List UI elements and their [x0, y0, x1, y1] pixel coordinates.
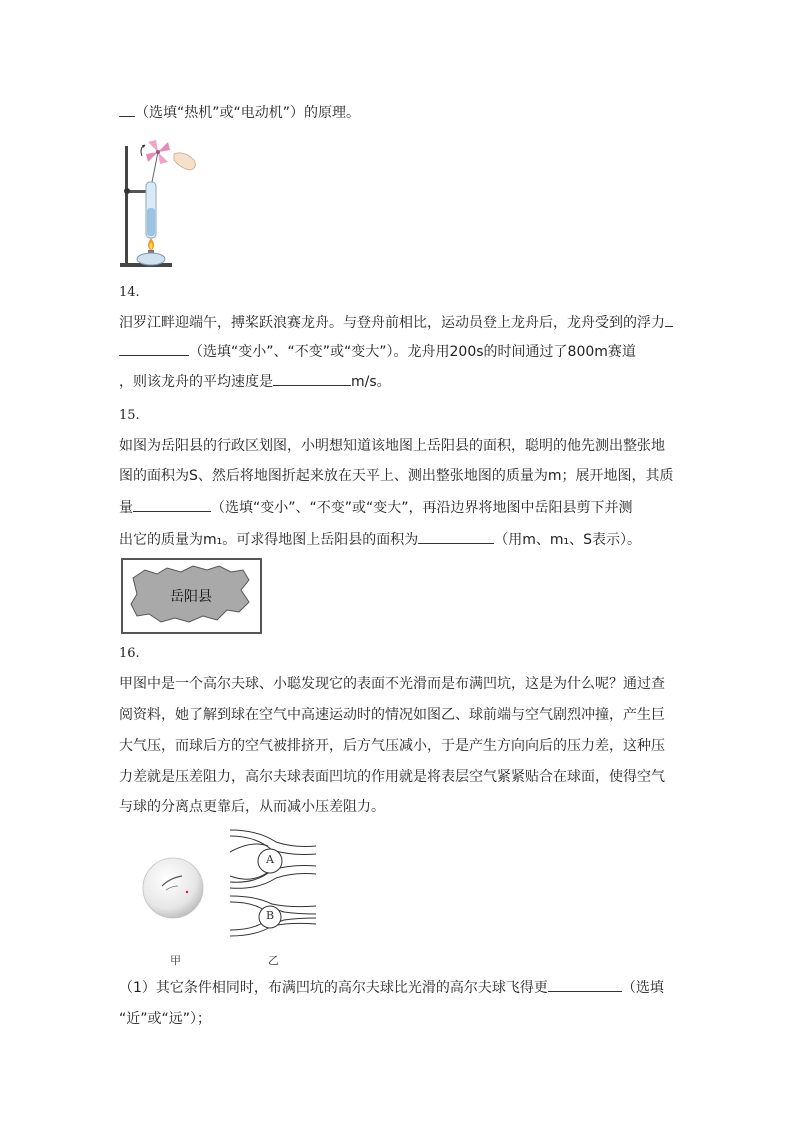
q13-tail-line	[119, 102, 360, 123]
q15-text-4a: 出它的质量为m₁。可求得地图上岳阳县的面积为	[119, 532, 419, 548]
pinwheel-experiment-figure	[112, 138, 212, 272]
q16-line-1: 甲图中是一个高尔夫球、小聪发现它的表面不光滑而是布满凹坑，这是为什么呢？通过查	[119, 676, 665, 692]
q16-sub1-line-1	[119, 977, 664, 998]
q16-sub1-text-b: （选填	[621, 980, 664, 996]
q16-line-4: 力差就是压差阻力，高尔夫球表面凹坑的作用就是将表层空气紧紧贴合在球面，使得空气	[119, 769, 665, 785]
ball-label-a: A	[266, 853, 274, 866]
q14-line-1	[119, 312, 673, 333]
q16-line-3: 大气压，而球后方的空气被排挤开，后方气压减小，于是产生方向向后的压力差，这种压	[119, 738, 665, 754]
q14-number: 14.	[119, 285, 140, 300]
answer-blank[interactable]	[418, 529, 494, 544]
q15-number: 15.	[119, 408, 140, 423]
county-map-figure	[121, 558, 262, 634]
q13-tail-text: （选填“热机”或“电动机”）的原理。	[135, 105, 361, 121]
answer-blank[interactable]	[133, 497, 211, 512]
q16-sub1-text-a: （1）其它条件相同时，布满凹坑的高尔夫球比光滑的高尔夫球飞得更	[119, 980, 548, 996]
q16-line-5: 与球的分离点更靠后，从而减小压差阻力。	[119, 799, 385, 815]
q14-text-3a: ，则该龙舟的平均速度是	[119, 374, 273, 390]
airflow-diagram-figure	[228, 826, 318, 940]
answer-blank[interactable]	[548, 977, 622, 992]
ball-label-b: B	[266, 909, 275, 922]
answer-blank[interactable]	[665, 312, 673, 327]
golf-ball-figure	[140, 852, 206, 922]
q16-line-2: 阅资料，她了解到球在空气中高速运动时的情况如图乙、球前端与空气剧烈冲撞，产生巨	[119, 707, 665, 723]
q14-text-2: （选填“变小”、“不变”或“变大”）。龙舟用200s的时间通过了800m赛道	[189, 344, 636, 360]
q15-line-2: 图的面积为S、然后将地图折起来放在天平上、测出整张地图的质量为m；展开地图，其质	[119, 468, 674, 484]
q15-text-4b: （用m、m₁、S表示）。	[494, 532, 642, 548]
q15-text-3a: 量	[119, 500, 133, 516]
answer-blank[interactable]	[273, 371, 351, 386]
answer-blank[interactable]	[119, 341, 189, 356]
q14-line-3	[119, 371, 391, 392]
q15-line-1: 如图为岳阳县的行政区划图，小明想知道该地图上岳阳县的面积，聪明的他先测出整张地	[119, 438, 665, 454]
county-label: 岳阳县	[170, 589, 212, 605]
q15-line-4	[119, 529, 641, 550]
q14-text-3b: m/s。	[351, 374, 391, 390]
caption-yi: 乙	[268, 954, 279, 967]
caption-jia: 甲	[170, 954, 181, 967]
q14-line-2	[119, 341, 636, 362]
q16-sub1-line-2: “近”或“远”）；	[119, 1011, 212, 1027]
q15-text-3b: （选填“变小”、“不变”或“变大”，再沿边界将地图中岳阳县剪下并测	[211, 500, 633, 516]
answer-blank[interactable]	[119, 102, 135, 117]
q15-line-3	[119, 497, 633, 518]
q16-number: 16.	[119, 646, 140, 661]
q14-text-1: 汨罗江畔迎端午，搏桨跃浪赛龙舟。与登舟前相比，运动员登上龙舟后，龙舟受到的浮力	[119, 315, 665, 331]
